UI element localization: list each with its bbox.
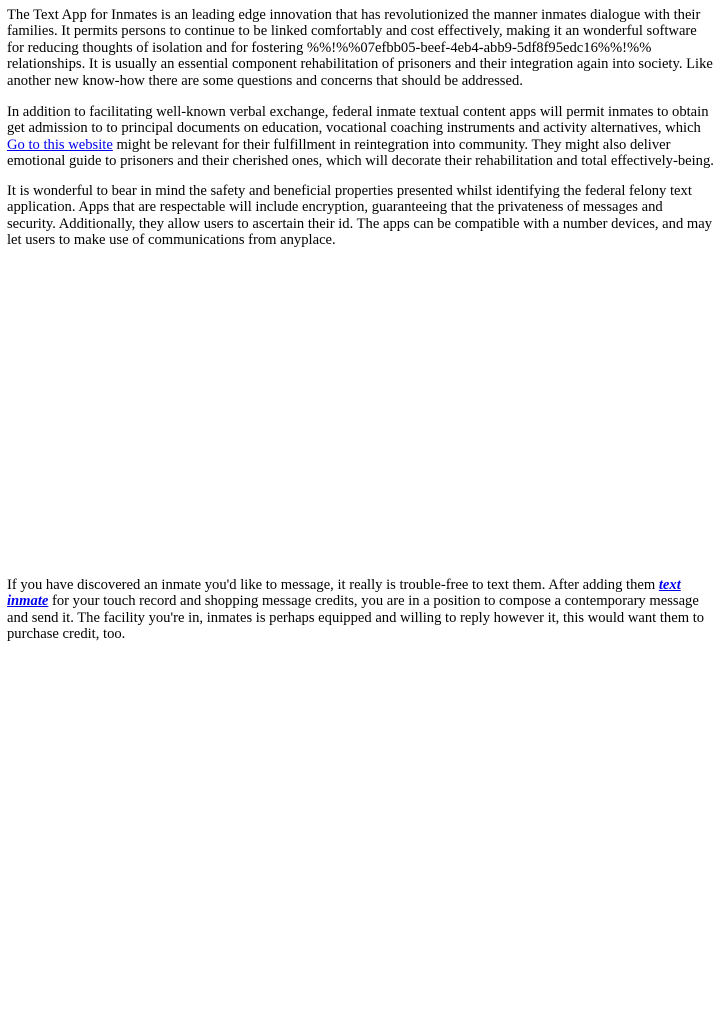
go-to-website-link[interactable]: Go to this website — [7, 136, 113, 153]
paragraph-intro-text: The Text App for Inmates is an leading edge innovation that has revolutionized the manner inmates dialogue with their families. It permits persons to continue to be linked comfortably and cost effectively, making it an wonderful software for reducing thoughts of isolation and for fostering %%!%%07efbb05-beef-4eb4-abb9-5df8f95edc16%%!%% relationships. It is usually an essential component rehabilitation of prisoners and their integration again into society. Like another new know-how there are some questions and concerns that should be addressed. — [7, 7, 713, 89]
paragraph-features — [7, 104, 715, 170]
paragraph-messaging — [7, 577, 715, 643]
paragraph-safety — [7, 183, 715, 249]
paragraph-features-text-after: might be relevant for their fulfillment in reintegration into community. They might also deliver emotional guide to prisoners and their cherished ones, which will decorate their rehabilitation and total effectively-being. — [7, 136, 714, 170]
paragraph-messaging-text-before: If you have discovered an inmate you'd like to message, it really is trouble-free to text them. After adding them — [7, 577, 659, 593]
paragraph-safety-text: It is wonderful to bear in mind the safety and beneficial properties presented whilst identifying the federal felony text application. Apps that are respectable will include encryption, guaranteeing that the privateness of messages and security. Additionally, they allow users to ascertain their id. The apps can be compatible with a number devices, and may let users to make use of communications from anyplace. — [7, 183, 713, 249]
blank-space — [0, 650, 720, 1018]
paragraph-intro — [7, 7, 715, 89]
blank-space — [0, 255, 720, 570]
paragraph-messaging-text-after: for your touch record and shopping message credits, you are in a position to compose a contemporary message and send it. The facility you're in, inmates is perhaps equipped and willing to reply however it, this would want them to purchase credit, too. — [7, 593, 705, 643]
paragraph-features-text-before: In addition to facilitating well-known verbal exchange, federal inmate textual content apps will permit inmates to obtain get admission to to principal documents on education, vocational coaching instruments and activity alternatives, which — [7, 104, 709, 137]
text-inmate-link[interactable]: text inmate — [7, 577, 681, 610]
